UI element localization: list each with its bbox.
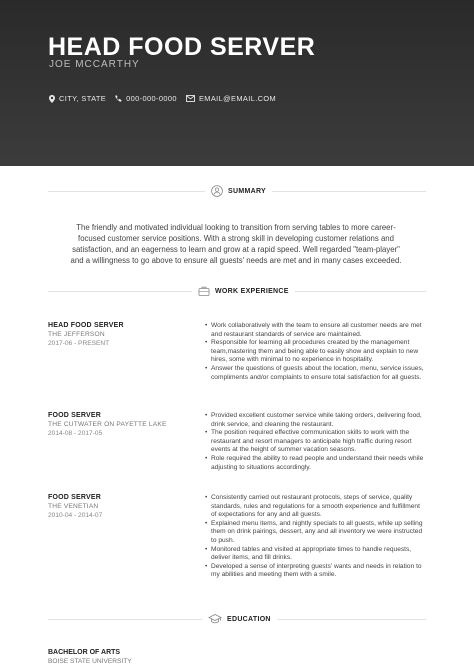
- education-entry: [48, 649, 132, 665]
- job-employer: THE VENETIAN: [48, 503, 99, 510]
- person-icon: [211, 185, 223, 197]
- job-dates: 2014-08 - 2017-05: [48, 430, 103, 437]
- job-bullets: [205, 412, 427, 472]
- section-heading: WORK EXPERIENCE: [215, 287, 289, 295]
- section-work-experience-label: [192, 284, 295, 298]
- list-item: • Consistently carried out restaurant protocols, steps of service, quality standards, rules and regulations for a smooth experience and fulfillment of expectations for any and all guests.: [205, 494, 427, 520]
- section-summary: [48, 184, 426, 198]
- job-title: HEAD FOOD SERVER: [48, 322, 124, 329]
- contact-email[interactable]: [186, 94, 276, 103]
- section-heading: SUMMARY: [228, 187, 267, 195]
- job-title: FOOD SERVER: [48, 494, 102, 501]
- school-name: BOISE STATE UNIVERSITY: [48, 658, 132, 665]
- contact-phone: [115, 94, 177, 103]
- contact-bar: [49, 94, 285, 103]
- list-item: • The position required effective communication skills to work with the restaurant and resort managers to anticipate high traffic during resort events at the height of summer vacation seasons.: [205, 429, 427, 455]
- job-meta: [48, 322, 188, 347]
- email-text[interactable]: EMAIL@EMAIL.COM: [198, 94, 277, 103]
- job-employer: THE JEFFERSON: [48, 331, 105, 338]
- job-bullets: [205, 322, 427, 382]
- page-title: HEAD FOOD SERVER: [48, 33, 316, 61]
- job-title: FOOD SERVER: [48, 412, 102, 419]
- section-heading: EDUCATION: [227, 615, 271, 623]
- resume-header: [0, 0, 474, 166]
- list-item: • Explained menu items, and nightly specials to all guests, while up selling them on drink pairings, dessert, any and all inventory we were instructed to push.: [205, 520, 427, 546]
- job-dates: 2010-04 - 2014-07: [48, 512, 103, 519]
- list-item: • Role required the ability to read people and understand their needs while adjusting to situations accordingly.: [205, 455, 427, 472]
- list-item: • Answer the questions of guests about the location, menu, service issues, compliments and/or complaints to ensure total satisfaction for all guests.: [205, 365, 427, 382]
- contact-location: [49, 94, 106, 103]
- section-education: [48, 612, 426, 626]
- location-pin-icon: [49, 95, 55, 103]
- phone-icon: [115, 95, 122, 102]
- job-meta: [48, 412, 188, 437]
- job-employer: THE CUTWATER ON PAYETTE LAKE: [48, 421, 167, 428]
- section-summary-label: [205, 184, 272, 198]
- list-item: • Provided excellent customer service while taking orders, delivering food, drink service, and cleaning the restaurant.: [205, 412, 427, 429]
- job-meta: [48, 494, 188, 519]
- list-item: • Work collaboratively with the team to ensure all customer needs are met and restaurant standards of service are maintained.: [205, 322, 427, 339]
- section-education-label: [202, 612, 277, 626]
- summary-paragraph: The friendly and motivated individual looking to transition from serving tables to more career-focused customer service positions. With a strong skill in developing customer relations and satisfaction, and an eagerness to learn and grow at a rapid speed. Well regarded "team-player" and a willingness to go above to ensure all guests' needs are met and in many cases exceeded.: [70, 223, 402, 265]
- graduation-cap-icon: [208, 613, 222, 625]
- list-item: • Developed a sense of interpreting guests' wants and needs in relation to my abilities and meeting them with a smile.: [205, 563, 427, 580]
- phone-text: 000-000-0000: [126, 94, 177, 103]
- location-text: CITY, STATE: [59, 94, 107, 103]
- briefcase-icon: [198, 285, 210, 297]
- email-icon: [186, 95, 195, 102]
- job-dates: 2017-06 - PRESENT: [48, 340, 110, 347]
- list-item: • Monitored tables and visited at appropriate times to handle requests, deliver items, and fill drinks.: [205, 546, 427, 563]
- job-bullets: [205, 494, 427, 580]
- candidate-name: JOE MCCARTHY: [49, 59, 140, 70]
- list-item: • Responsible for learning all procedures created by the management team,mastering them and being able to easily show and explain to new hires, some with minimal to no experience in hospitality.: [205, 339, 427, 365]
- section-work-experience: [48, 284, 426, 298]
- degree-title: BACHELOR OF ARTS: [48, 649, 121, 656]
